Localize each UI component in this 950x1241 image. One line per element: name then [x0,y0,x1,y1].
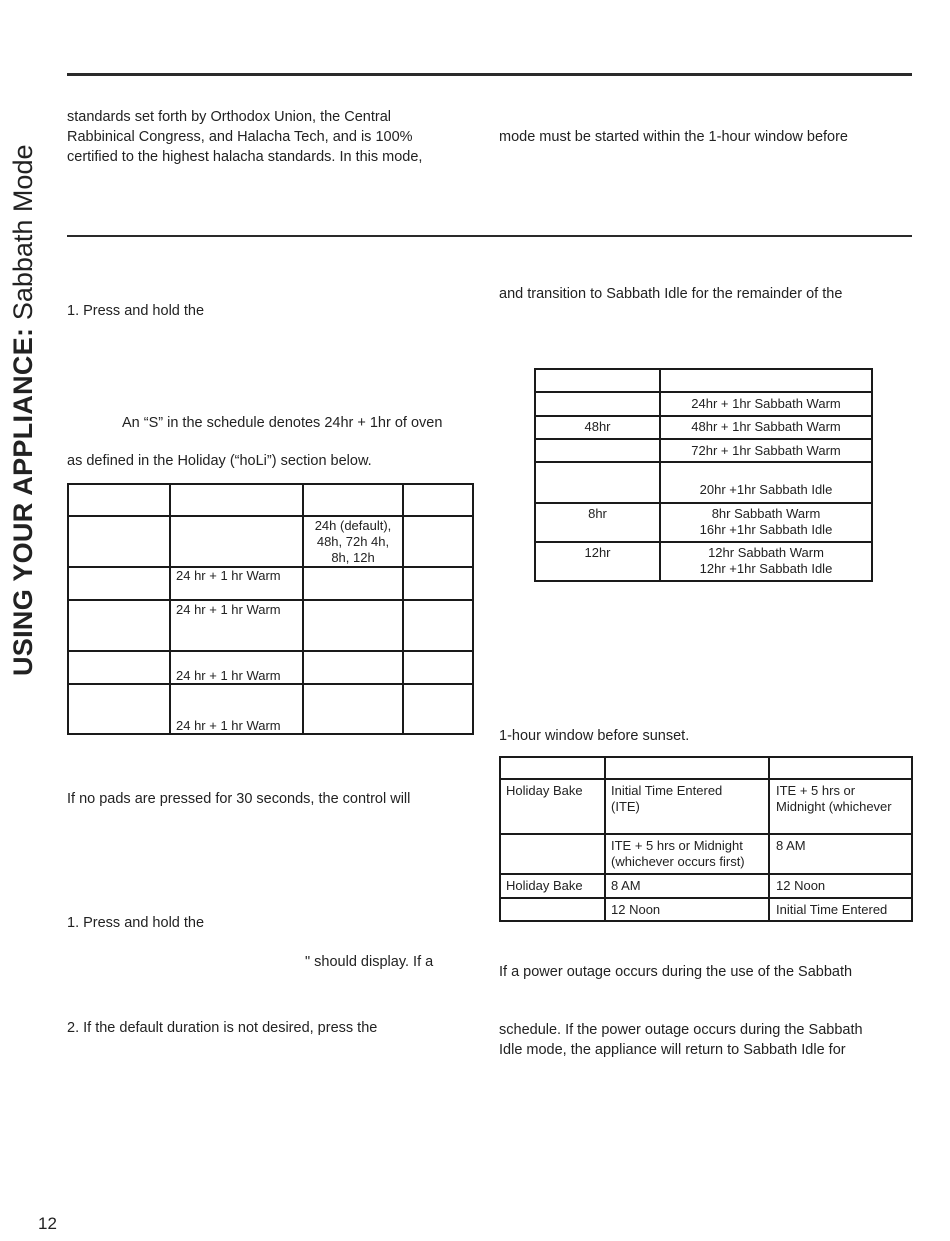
table-cell: 72hr + 1hr Sabbath Warm [691,443,841,458]
no-pads-text: If no pads are pressed for 30 seconds, the control will [67,791,411,807]
table-cell: 8 AM [611,878,641,893]
page-number: 12 [38,1214,57,1233]
section-title [8,145,39,676]
table-cell: ITE + 5 hrs or Midnight (whichever occurs first) [611,838,745,869]
power-outage-2-line2: Idle mode, the appliance will return to Sabbath Idle for [499,1042,846,1058]
table-cell: 24 hr + 1 hr Warm [176,718,281,733]
should-display-text: " should display. If a [305,954,434,970]
table-cell: 20hr +1hr Sabbath Idle [699,482,833,497]
step2: 2. If the default duration is not desired, press the [67,1020,378,1036]
table-cell: 8hr [588,506,607,521]
table-cell: 48hr [584,419,611,434]
power-outage-1: If a power outage occurs during the use of the Sabbath [499,964,853,980]
power-outage-2-line1: schedule. If the power outage occurs during the Sabbath [499,1022,863,1038]
step1-bottom: 1. Press and hold the [67,915,205,931]
window-before-sunset: 1-hour window before sunset. [499,728,690,744]
section-title-normal: Sabbath Mode [8,144,38,328]
table-cell: 24h (default), 48h, 72h 4h, 8h, 12h [314,518,392,565]
step1-top: 1. Press and hold the [67,303,205,319]
table-cell: Holiday Bake [506,783,583,798]
table-cell: 12 Noon [776,878,826,893]
left-para1-line1: standards set forth by Orthodox Union, the Central [67,109,392,125]
table-cell: 12hr [584,545,611,560]
right-para1: mode must be started within the 1-hour window before [499,129,848,145]
table-cell: 8 AM [776,838,806,853]
table-cell: 12 Noon [611,902,661,917]
section-title-bold: USING YOUR APPLIANCE: [8,327,38,676]
table-cell: ITE + 5 hrs or Midnight (whichever [776,783,892,814]
table-cell: 24 hr + 1 hr Warm [176,602,281,617]
left-para1-line3: certified to the highest halacha standards. In this mode, [67,149,423,165]
top-rule [67,73,912,76]
s-note: An “S” in the schedule denotes 24hr + 1hr of oven [122,415,443,431]
table-cell: 12hr Sabbath Warm 12hr +1hr Sabbath Idle [699,545,833,576]
table-cell: 24hr + 1hr Sabbath Warm [691,396,841,411]
table-cell: 24 hr + 1 hr Warm [176,668,281,683]
table-cell: 48hr + 1hr Sabbath Warm [691,419,841,434]
table-cell: 24 hr + 1 hr Warm [176,568,281,583]
table-cell: Initial Time Entered [776,902,888,917]
table-cell: Holiday Bake [506,878,583,893]
middle-rule [67,235,912,237]
table-cell: Initial Time Entered (ITE) [611,783,723,814]
transition-text: and transition to Sabbath Idle for the remainder of the [499,286,843,302]
table-cell: 8hr Sabbath Warm 16hr +1hr Sabbath Idle [699,506,833,537]
holiday-note: as defined in the Holiday (“hoLi”) section below. [67,453,372,469]
left-para1-line2: Rabbinical Congress, and Halacha Tech, and is 100% [67,129,413,145]
